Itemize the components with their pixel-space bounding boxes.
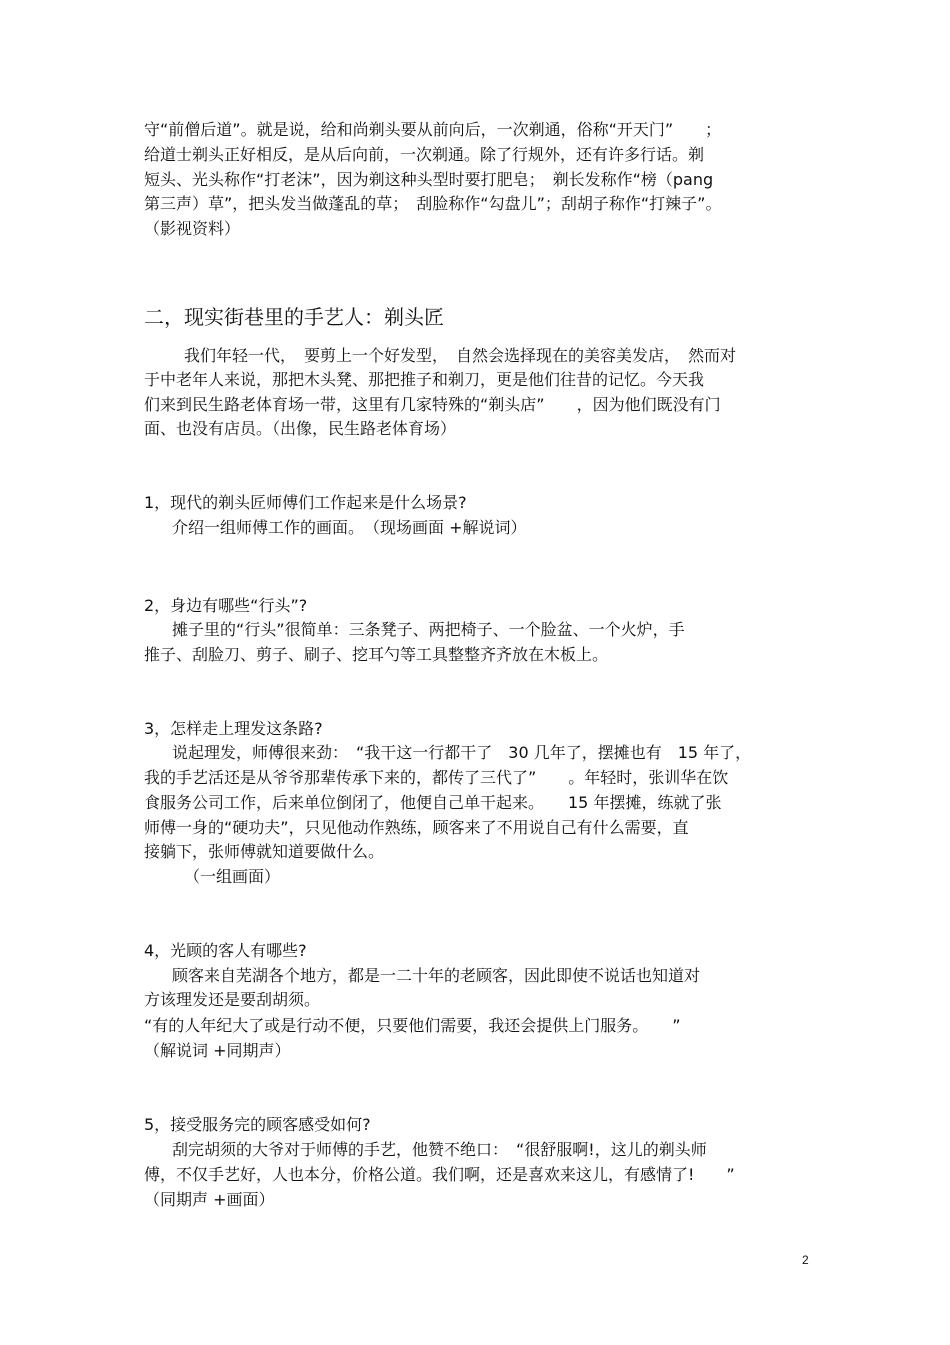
question-4-answer: 方该理发还是要刮胡须。 (144, 990, 321, 1009)
question-4-answer: 顾客来自芜湖各个地方，都是一二十年的老顾客，因此即使不说话也知道对 (172, 966, 701, 985)
question-3-answer: 接躺下，张师傅就知道要做什么。 (144, 842, 385, 861)
question-4-title: 4，光顾的客人有哪些? (144, 941, 307, 960)
intro-line: （影视资料） (144, 219, 241, 238)
question-1-title: 1，现代的剃头匠师傅们工作起来是什么场景? (144, 493, 467, 512)
intro-line: 第三声）草”，把头发当做蓬乱的草； 刮脸称作“勾盘儿”；刮胡子称作“打辣子”。 (144, 194, 722, 213)
question-5-title: 5，接受服务完的顾客感受如何? (144, 1115, 371, 1134)
section-paragraph-line: 我们年轻一代， 要剪上一个好发型， 自然会选择现在的美容美发店， 然而对 (184, 346, 737, 365)
intro-line: 短头、光头称作“打老沫”，因为剃这种头型时要打肥皂； 剃长发称作“榜（pang (144, 170, 714, 189)
question-2-answer: 摊子里的“行头”很简单：三条凳子、两把椅子、一个脸盆、一个火炉，手 (172, 620, 685, 639)
question-4-note: （解说词 +同期声） (144, 1041, 291, 1060)
question-5-note: （同期声 +画面） (144, 1190, 275, 1209)
section-heading: 二，现实街巷里的手艺人：剃头匠 (144, 305, 444, 329)
question-3-title: 3，怎样走上理发这条路? (144, 719, 323, 738)
question-3-answer: 师傅一身的“硬功夫”，只见他动作熟练，顾客来了不用说自己有什么需要，直 (144, 818, 689, 837)
question-2-title: 2，身边有哪些“行头”? (144, 596, 308, 615)
section-paragraph-line: 们来到民生路老体育场一带，这里有几家特殊的“剃头店” ，因为他们既没有门 (144, 395, 721, 414)
question-3-note: （一组画面） (184, 867, 281, 886)
section-paragraph-line: 于中老年人来说，那把木头凳、那把推子和剃刀，更是他们往昔的记忆。今天我 (144, 370, 705, 389)
intro-line: 给道士剃头正好相反，是从后向前，一次剃通。除了行规外，还有许多行话。剃 (144, 145, 705, 164)
question-4-answer: “有的人年纪大了或是行动不便，只要他们需要，我还会提供上门服务。 ” (144, 1016, 681, 1035)
section-paragraph-line: 面、也没有店员。（出像，民生路老体育场） (144, 419, 457, 438)
question-3-answer: 说起理发，师傅很来劲： “我干这一行都干了 30 几年了，摆摊也有 15 年了， (172, 743, 752, 762)
question-1-answer: 介绍一组师傅工作的画面。 （现场画面 +解说词） (172, 518, 527, 537)
question-3-answer: 我的手艺活还是从爷爷那辈传承下来的，都传了三代了” 。年轻时，张训华在饮 (144, 768, 729, 787)
page-number: 2 (802, 1253, 809, 1267)
question-3-answer: 食服务公司工作，后来单位倒闭了，他便自己单干起来。 15 年摆摊，练就了张 (144, 793, 722, 812)
intro-line: 守“前僧后道”。就是说，给和尚剃头要从前向后，一次剃通，俗称“开天门” ； (144, 120, 722, 139)
question-5-answer: 刮完胡须的大爷对于师傅的手艺，他赞不绝口： “很舒服啊!，这儿的剃头师 (172, 1140, 707, 1159)
question-5-answer: 傅，不仅手艺好，人也本分，价格公道。我们啊，还是喜欢来这儿，有感情了! ” (144, 1165, 735, 1184)
question-2-answer: 推子、刮脸刀、剪子、刷子、挖耳勺等工具整整齐齐放在木板上。 (144, 645, 609, 664)
